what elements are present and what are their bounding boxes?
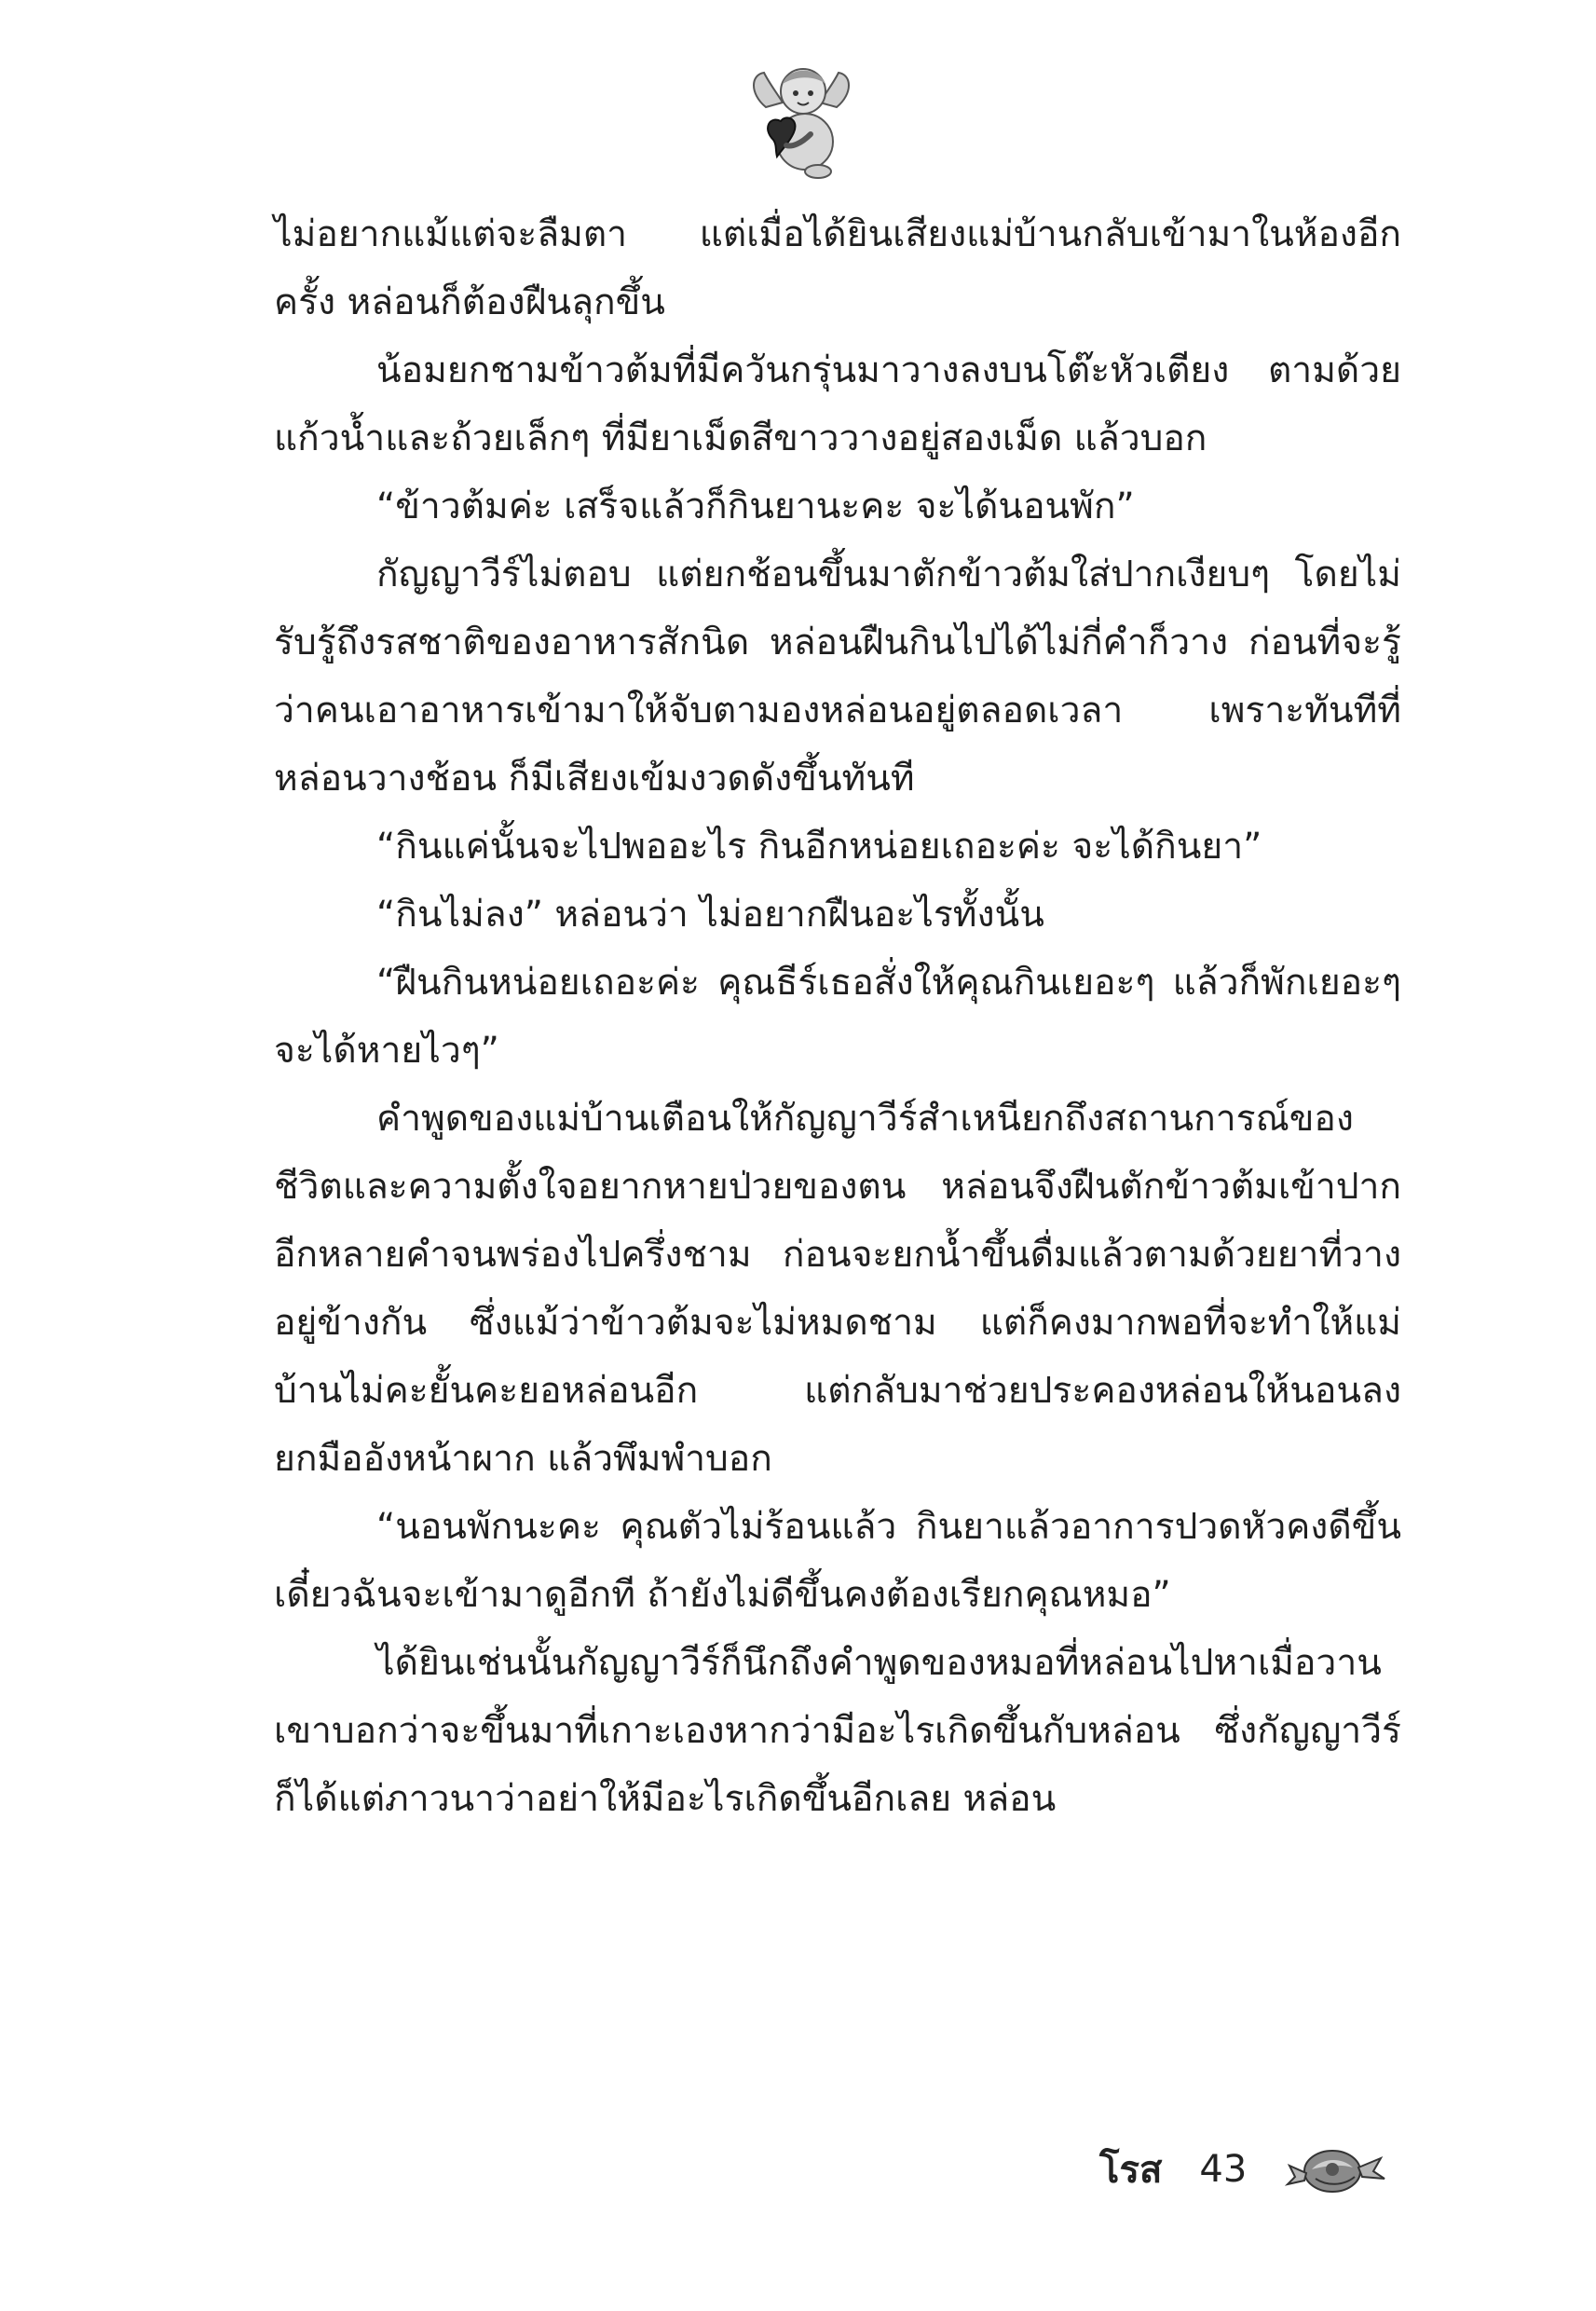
page-number: 43	[1199, 2148, 1248, 2191]
paragraph: ไม่อยากแม้แต่จะลืมตา แต่เมื่อได้ยินเสียงแม่บ้านกลับเข้ามาในห้องอีกครั้ง หล่อนก็ต้องฝืนลุกขึ้น	[274, 213, 1401, 323]
paragraph: น้อมยกชามข้าวต้มที่มีควันกรุ่นมาวางลงบนโต๊ะหัวเตียง ตามด้วยแก้วน้ำและถ้วยเล็กๆ ที่มียาเม็ดสีขาววางอยู่สองเม็ด แล้วบอก	[274, 349, 1401, 459]
paragraph: “ข้าวต้มค่ะ เสร็จแล้วก็กินยานะคะ จะได้นอนพัก”	[376, 485, 1135, 527]
paragraph: คำพูดของแม่บ้านเตือนให้กัญญาวีร์สำเหนียกถึงสถานการณ์ของชีวิตและความตั้งใจอยากหายป่วยของตน หล่อนจึงฝืนตักข้าวต้มเข้าปากอีกหลายคำจนพร่องไปครึ่งชาม ก่อนจะยกน้ำขึ้นดื่มแล้วตามด้วยยาที่วางอยู่ข้างกัน ซึ่งแม้ว่าข้าวต้มจะไม่หมดชาม แต่ก็คงมากพอที่จะทำให้แม่บ้านไม่คะยั้นคะยอหล่อนอีก แต่กลับมาช่วยประคองหล่อนให้นอนลง ยกมืออังหน้าผาก แล้วพึมพำบอก	[274, 1098, 1401, 1480]
rose-ornament-icon	[1284, 2141, 1386, 2197]
paragraph: “กินแค่นั้นจะไปพออะไร กินอีกหน่อยเถอะค่ะ จะได้กินยา”	[376, 826, 1262, 868]
paragraph: “นอนพักนะคะ คุณตัวไม่ร้อนแล้ว กินยาแล้วอาการปวดหัวคงดีขึ้น เดี๋ยวฉันจะเข้ามาดูอีกที ถ้ายังไม่ดีขึ้นคงต้องเรียกคุณหมอ”	[274, 1506, 1401, 1616]
paragraph: ได้ยินเช่นนั้นกัญญาวีร์ก็นึกถึงคำพูดของหมอที่หล่อนไปหาเมื่อวาน เขาบอกว่าจะขึ้นมาที่เกาะเองหากว่ามีอะไรเกิดขึ้นกับหล่อน ซึ่งกัญญาวีร์ก็ได้แต่ภาวนาว่าอย่าให้มีอะไรเกิดขึ้นอีกเลย หล่อน	[274, 1642, 1401, 1820]
cherub-heart-icon	[745, 56, 857, 186]
running-title: โรส	[1099, 2149, 1163, 2192]
paragraph: กัญญาวีร์ไม่ตอบ แต่ยกช้อนขึ้นมาตักข้าวต้มใส่ปากเงียบๆ โดยไม่รับรู้ถึงรสชาติของอาหารสักนิด หล่อนฝืนกินไปได้ไม่กี่คำก็วาง ก่อนที่จะรู้ว่าคนเอาอาหารเข้ามาให้จับตามองหล่อนอยู่ตลอดเวลา เพราะทันทีที่หล่อนวางช้อน ก็มีเสียงเข้มงวดดังขึ้นทันที	[274, 554, 1401, 800]
page-footer	[1099, 2141, 1386, 2197]
paragraph: “กินไม่ลง” หล่อนว่า ไม่อยากฝืนอะไรทั้งนั้น	[376, 894, 1044, 936]
paragraph: “ฝืนกินหน่อยเถอะค่ะ คุณธีร์เธอสั่งให้คุณกินเยอะๆ แล้วก็พักเยอะๆ จะได้หายไวๆ”	[274, 962, 1401, 1072]
body-text	[274, 200, 1401, 1833]
